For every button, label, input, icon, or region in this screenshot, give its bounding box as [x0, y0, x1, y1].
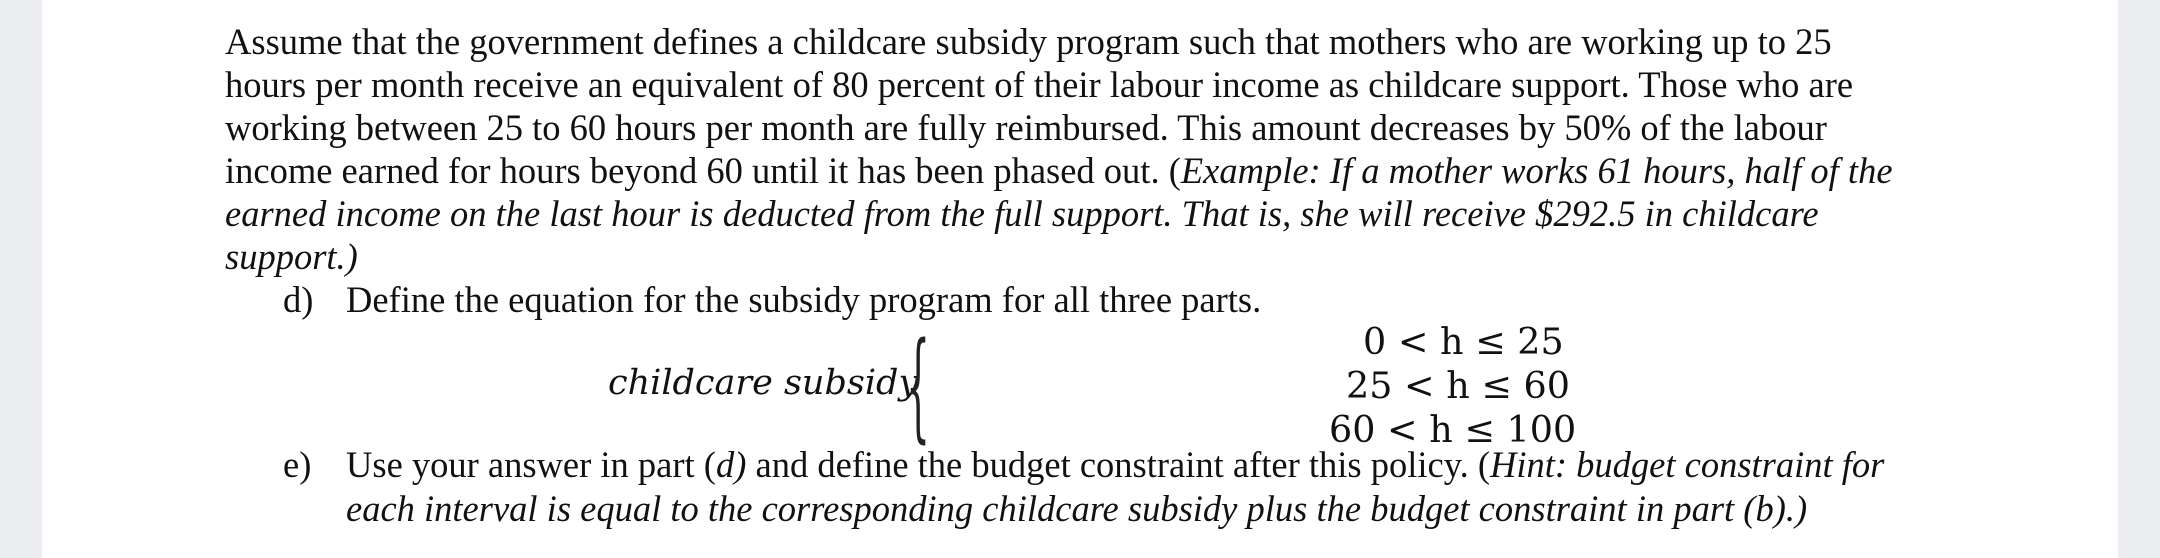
example-text-start: Example: If a mother works 61 hours, half of the	[1180, 150, 1893, 191]
left-brace-icon: {	[906, 316, 931, 454]
hint-text-end: each interval is equal to the corresponding childcare subsidy plus the budget constraint in part (b).)	[346, 488, 1808, 529]
part-e-ref-d: d)	[715, 444, 747, 485]
condition-3: 60 < h ≤ 100	[1329, 408, 1577, 451]
paragraph-line-3: working between 25 to 60 hours per month are fully reimbursed. This amount decreases by 50% of the labour	[225, 107, 1827, 148]
part-e-label: e)	[283, 444, 312, 485]
part-e-text-b: and define the budget constraint after this policy. (	[746, 444, 1490, 485]
part-e-line-2	[346, 487, 1807, 530]
part-e-text-a: Use your answer in part (	[346, 444, 716, 485]
condition-1: 0 < h ≤ 25	[1363, 320, 1564, 363]
paragraph-line-5	[225, 192, 2025, 235]
problem-paragraph	[225, 20, 2025, 278]
paragraph-line-4	[225, 149, 2025, 192]
paragraph-line-2: hours per month receive an equivalent of 80 percent of their labour income as childcare support. Those who are	[225, 64, 1854, 105]
equation-lhs: childcare subsidy	[608, 363, 919, 403]
paragraph-line-1: Assume that the government defines a childcare subsidy program such that mothers who are working up to 25	[225, 21, 1832, 62]
part-d-text: Define the equation for the subsidy program for all three parts.	[346, 279, 1262, 320]
part-e-line-1	[346, 443, 1884, 486]
example-text-end: support.)	[225, 236, 358, 277]
condition-2: 25 < h ≤ 60	[1346, 364, 1570, 407]
paragraph-line-4-text: income earned for hours beyond 60 until it has been phased out. (	[225, 150, 1181, 191]
part-d-label: d)	[283, 279, 314, 320]
document-page	[42, 0, 2118, 558]
hint-text-start: Hint: budget constraint for	[1490, 444, 1885, 485]
example-text-middle: earned income on the last hour is deducted from the full support. That is, she will receive $292.5 in childcare	[225, 193, 1819, 234]
paragraph-line-6	[225, 235, 2025, 278]
